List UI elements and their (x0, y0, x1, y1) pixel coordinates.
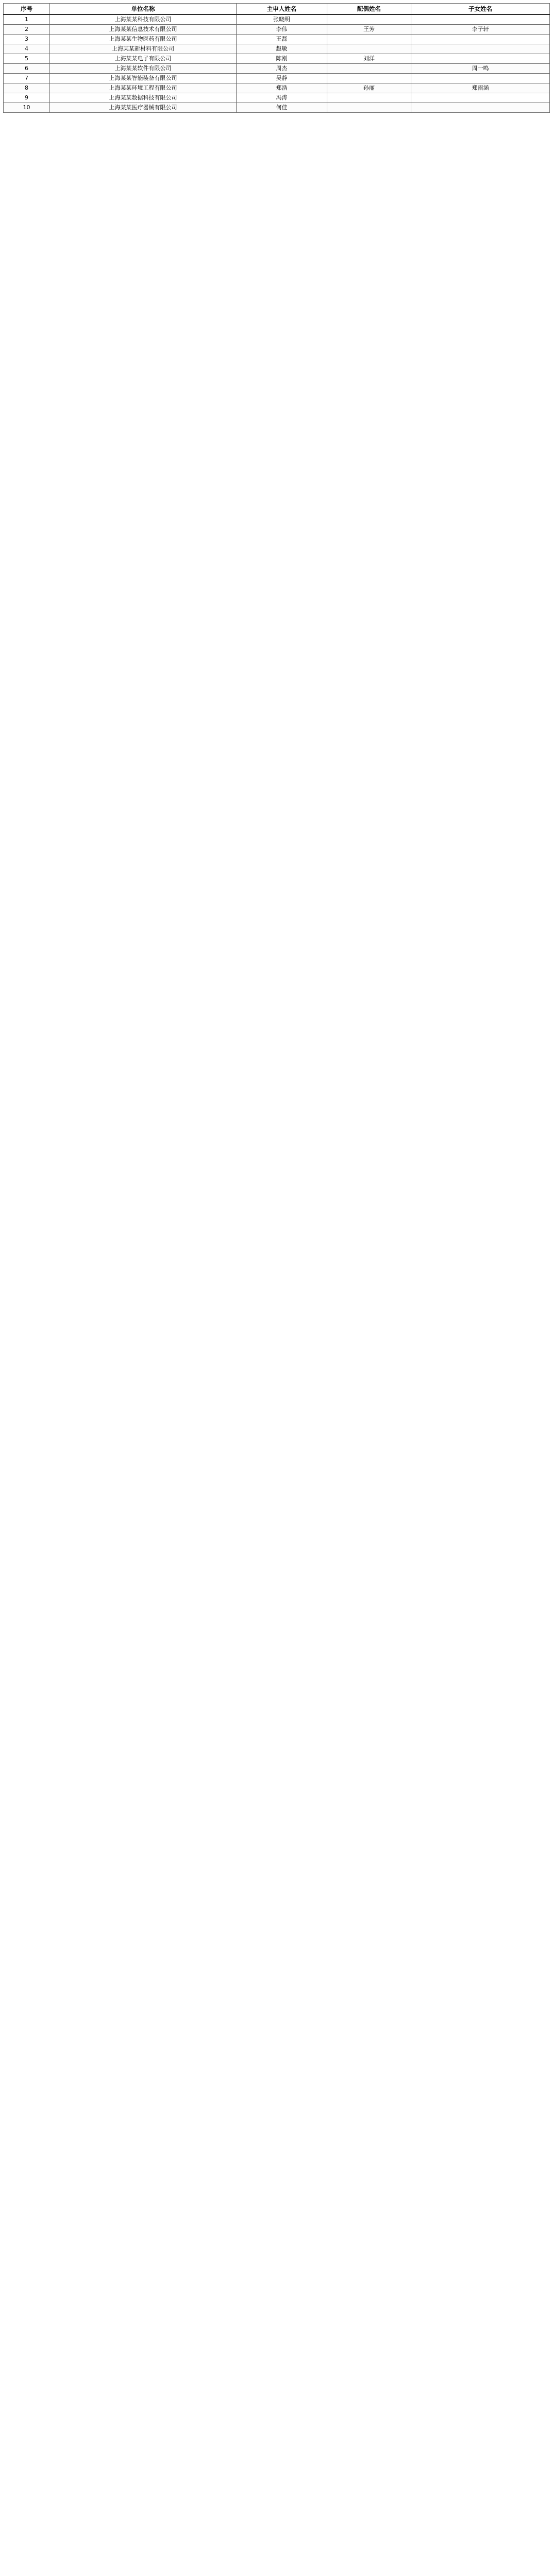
table-row (4, 83, 550, 93)
row-index: 3 (4, 35, 50, 44)
header-col-children: 子女姓名 (411, 4, 550, 15)
row-index: 8 (4, 83, 50, 93)
company-name: 上海某某生物医药有限公司 (50, 35, 237, 44)
spouse-name: 孙丽 (327, 83, 411, 93)
table-row (4, 54, 550, 64)
row-index: 4 (4, 44, 50, 54)
table-row (4, 35, 550, 44)
row-index: 7 (4, 74, 50, 83)
table-row (4, 64, 550, 74)
children-names (411, 44, 550, 54)
spouse-name (327, 44, 411, 54)
table-row (4, 103, 550, 113)
roster-table (3, 3, 550, 113)
company-name: 上海某某医疗器械有限公司 (50, 103, 237, 113)
row-index: 2 (4, 25, 50, 35)
spouse-name (327, 14, 411, 25)
applicant-name: 吴静 (237, 74, 327, 83)
header-col-company: 单位名称 (50, 4, 237, 15)
applicant-name: 王磊 (237, 35, 327, 44)
children-names: 李子轩 (411, 25, 550, 35)
header-col-spouse: 配偶姓名 (327, 4, 411, 15)
applicant-name: 张晓明 (237, 14, 327, 25)
header-col-applicant: 主申人姓名 (237, 4, 327, 15)
children-names (411, 14, 550, 25)
company-name: 上海某某智能装备有限公司 (50, 74, 237, 83)
children-names (411, 35, 550, 44)
applicant-name: 冯涛 (237, 93, 327, 103)
table-row (4, 44, 550, 54)
table-row (4, 93, 550, 103)
row-index: 10 (4, 103, 50, 113)
applicant-name: 李伟 (237, 25, 327, 35)
company-name: 上海某某新材料有限公司 (50, 44, 237, 54)
row-index: 5 (4, 54, 50, 64)
row-index: 1 (4, 14, 50, 25)
children-names: 郑雨涵 (411, 83, 550, 93)
children-names (411, 74, 550, 83)
children-names (411, 93, 550, 103)
spouse-name (327, 64, 411, 74)
spouse-name (327, 93, 411, 103)
company-name: 上海某某科技有限公司 (50, 14, 237, 25)
spouse-name: 刘洋 (327, 54, 411, 64)
row-index: 9 (4, 93, 50, 103)
applicant-name: 赵敏 (237, 44, 327, 54)
children-names (411, 103, 550, 113)
table-body (4, 14, 550, 113)
table-header (4, 4, 550, 15)
spouse-name (327, 74, 411, 83)
roster-sheet (3, 3, 549, 113)
company-name: 上海某某电子有限公司 (50, 54, 237, 64)
applicant-name: 何佳 (237, 103, 327, 113)
spouse-name (327, 103, 411, 113)
children-names (411, 54, 550, 64)
header-row (4, 4, 550, 15)
header-col-index: 序号 (4, 4, 50, 15)
company-name: 上海某某数据科技有限公司 (50, 93, 237, 103)
applicant-name: 陈刚 (237, 54, 327, 64)
table-row (4, 74, 550, 83)
table-row (4, 25, 550, 35)
row-index: 6 (4, 64, 50, 74)
company-name: 上海某某软件有限公司 (50, 64, 237, 74)
applicant-name: 郑浩 (237, 83, 327, 93)
company-name: 上海某某环境工程有限公司 (50, 83, 237, 93)
table-row (4, 14, 550, 25)
applicant-name: 周杰 (237, 64, 327, 74)
spouse-name (327, 35, 411, 44)
company-name: 上海某某信息技术有限公司 (50, 25, 237, 35)
spouse-name: 王芳 (327, 25, 411, 35)
children-names: 周一鸣 (411, 64, 550, 74)
